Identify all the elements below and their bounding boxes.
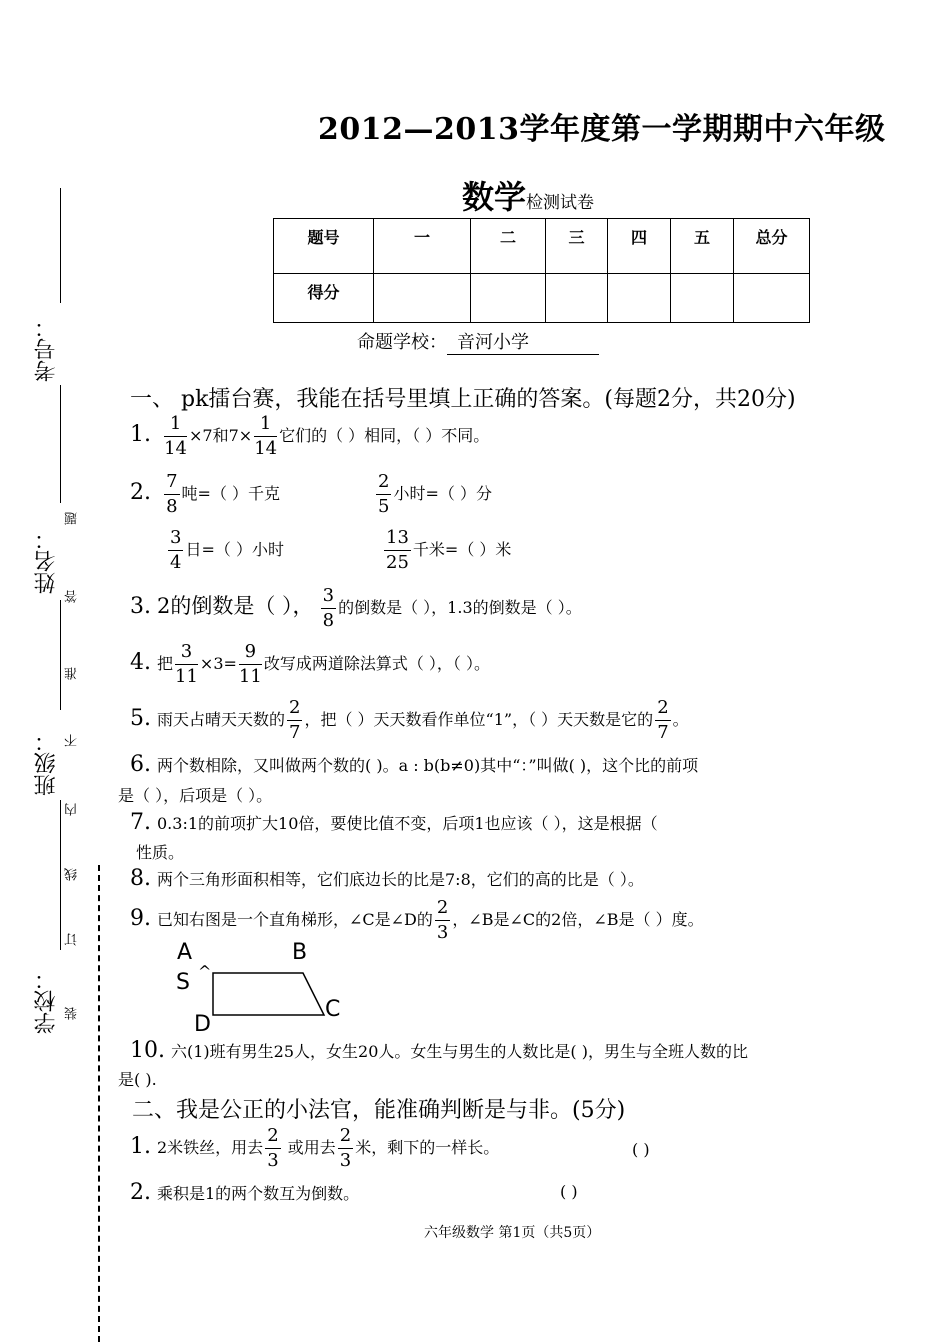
seal-char: 装 [65,1007,80,1020]
question-number: 7. [130,810,151,835]
question-9 [130,896,704,945]
score-header-cell: 题号 [274,219,374,274]
denominator: 8 [166,496,178,517]
score-cell[interactable] [608,274,671,323]
question-text: ×3= [199,654,237,673]
question-number: 6. [130,752,151,777]
question-10 [130,1038,748,1063]
seal-char: 不 [65,734,80,747]
seal-char: 准 [65,667,80,680]
school-line [357,328,599,355]
score-row-label: 得分 [274,274,374,323]
question-text: 两个数相除，又叫做两个数的( )。a : b(b≠0)其中“：”叫做( )，这个比的前项 [157,756,699,775]
fraction [164,412,187,461]
denominator: 25 [386,552,409,573]
school-margin-line [60,800,61,950]
school-label: 命题学校： [357,332,447,353]
score-table [273,218,810,323]
question-8 [130,866,644,891]
numerator: 7 [164,470,179,495]
caret-mark: ^ [198,962,212,981]
numerator: 9 [239,640,262,665]
exam-title: 2012—2013学年度第一学期期中六年级 [318,112,886,147]
question-number: 2. [130,1180,151,1205]
question-number: 10. [130,1038,165,1063]
denominator: 5 [378,496,390,517]
question-number: 5. [130,706,151,731]
question-text: 2的倒数是（ ）， [157,594,314,618]
question-text: 日=（ ）小时 [185,540,284,559]
section1-heading: 一、 pk擂台赛，我能在括号里填上正确的答案。(每题2分，共20分) [130,387,796,412]
denominator: 4 [170,552,182,573]
question-10-line2: 是( ). [118,1070,157,1089]
question-2c [166,526,284,575]
vertex-label-a: A [177,940,193,965]
vertex-label-d: D [194,1012,211,1037]
numerator: 13 [384,526,411,551]
question-number: 8. [130,866,151,891]
fraction [168,526,183,575]
denominator: 8 [322,610,335,631]
fraction [321,584,336,633]
question-7 [130,810,658,835]
question-text: ，∠B是∠C的2倍，∠B是（ ）度。 [452,910,704,929]
question-text: 米，剩下的一样长。 [355,1138,500,1157]
score-cell[interactable] [734,274,810,323]
question-text: 改写成两道除法算式（ ），（ ）。 [263,654,491,673]
class-label: 班级： [34,730,59,796]
name-line [60,385,61,503]
seal-char: 答 [65,590,80,603]
fraction [655,696,670,745]
denominator: 7 [289,722,301,743]
question-3 [130,584,582,633]
judge-question-2 [130,1180,359,1205]
question-6-line2: 是（ ），后项是（ ）。 [118,786,273,805]
question-number: 4. [130,650,151,675]
judge-question-1 [130,1124,499,1173]
exam-no-label: 考号： [34,316,59,382]
numerator: 2 [265,1124,280,1149]
question-text: 两个三角形面积相等，它们底边长的比是7:8，它们的高的比是（ ）。 [157,870,644,889]
question-text: 它们的（ ）相同，（ ）不同。 [279,426,490,445]
question-6 [130,752,698,777]
fraction [376,470,391,519]
page-footer: 六年级数学 第1页（共5页） [424,1225,601,1241]
numerator: 2 [655,696,670,721]
question-text: 。 [672,710,689,729]
exam-subtitle [462,172,594,218]
seal-char: 订 [65,933,80,946]
question-number: 1. [130,422,151,447]
school-name: 音河小学 [447,328,599,355]
question-text: 0.3:1的前项扩大10倍，要使比值不变，后项1也应该（ ），这是根据（ [157,814,658,833]
fraction [239,640,262,689]
question-text: 乘积是1的两个数互为倒数。 [157,1184,360,1203]
answer-paren[interactable]: ( ) [632,1140,650,1159]
name-label: 姓名： [34,528,59,594]
numerator: 3 [168,526,183,551]
vertex-label-s: S [176,970,190,995]
question-text: ×7和7× [189,426,253,445]
numerator: 3 [321,584,336,609]
fraction [265,1124,280,1173]
seal-char: 线 [65,868,80,881]
numerator: 2 [287,696,302,721]
numerator: 2 [338,1124,353,1149]
score-header-cell: 三 [546,219,608,274]
question-number: 1. [130,1134,151,1159]
question-text: 雨天占晴天天数的 [157,710,286,729]
score-cell[interactable] [374,274,471,323]
question-text: 千米=（ ）米 [412,540,512,559]
denominator: 14 [164,438,187,459]
question-text: 2米铁丝，用去 [157,1138,264,1157]
score-header-cell: 五 [671,219,734,274]
fraction [338,1124,353,1173]
question-number: 9. [130,906,151,931]
question-2 [130,470,280,519]
denominator: 11 [238,666,262,687]
section2-heading: 二、我是公正的小法官，能准确判断是与非。(5分) [132,1098,626,1123]
fraction [164,470,179,519]
vertex-label-b: B [292,940,308,965]
trapezoid-shape [213,973,324,1015]
denominator: 3 [339,1150,352,1171]
question-text: 已知右图是一个直角梯形，∠C是∠D的 [157,910,433,929]
score-header-cell: 二 [471,219,546,274]
subject-suffix: 检测试卷 [526,193,595,213]
question-1 [130,412,489,461]
question-text: 六(1)班有男生25人，女生20人。女生与男生的人数比是( )，男生与全班人数的比 [171,1042,748,1061]
denominator: 7 [657,722,669,743]
numerator: 2 [435,896,450,921]
answer-paren[interactable]: ( ) [560,1182,578,1201]
score-cell[interactable] [471,274,546,323]
fraction [175,640,198,689]
school-label-vertical: 学校： [34,968,59,1034]
question-2b [374,470,492,519]
denominator: 11 [175,666,198,687]
fraction [287,696,302,745]
score-header-cell: 四 [608,219,671,274]
score-cell[interactable] [671,274,734,323]
score-header-cell: 总分 [734,219,810,274]
question-text: ，把（ ）天天数看作单位“1”，（ ）天天数是它的 [304,710,654,729]
numerator: 1 [164,412,187,437]
score-header-row [274,219,810,274]
seal-char: 题 [65,512,80,525]
fraction [384,526,411,575]
score-cell[interactable] [546,274,608,323]
numerator: 1 [254,412,277,437]
seal-char: 内 [65,803,80,816]
question-number: 3. [130,594,151,619]
question-text: 吨=（ ）千克 [181,484,281,503]
question-text: 小时=（ ）分 [393,484,492,503]
fraction [254,412,277,461]
denominator: 14 [254,438,278,459]
question-4 [130,640,490,689]
question-text: 把 [157,654,174,673]
question-7-line2: 性质。 [136,843,185,862]
question-5 [130,696,689,745]
numerator: 2 [376,470,391,495]
numerator: 3 [175,640,198,665]
score-row [274,274,810,323]
denominator: 3 [436,922,449,943]
binding-dashed-line [98,865,100,1342]
subject-name: 数学 [462,178,527,216]
question-number: 2. [130,480,151,505]
score-header-cell: 一 [374,219,471,274]
exam-no-line [60,188,61,303]
question-2d [382,526,511,575]
question-text: 的倒数是（ ），1.3的倒数是（ ）。 [338,598,582,617]
question-text: 或用去 [282,1138,336,1157]
denominator: 3 [267,1150,279,1171]
vertex-label-c: C [325,997,341,1022]
class-line [60,600,61,710]
fraction [435,896,450,945]
